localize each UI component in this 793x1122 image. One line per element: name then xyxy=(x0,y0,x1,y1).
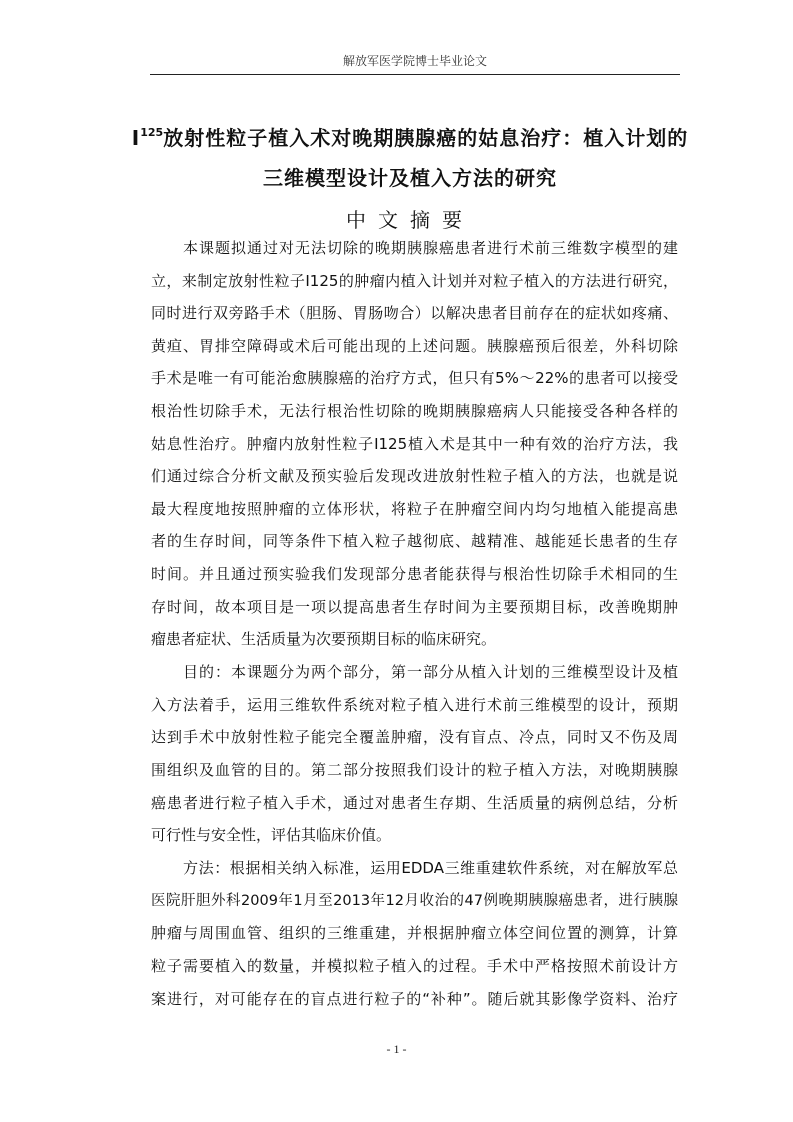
thesis-title-line-2: 三维模型设计及植入方法的研究 xyxy=(263,166,557,190)
body-line: 根治性切除手术，无法行根治性切除的晚期胰腺癌病人只能接受各种各样的 xyxy=(151,402,678,420)
body-line: 目的：本课题分为两个部分，第一部分从植入计划的三维模型设计及植 xyxy=(183,663,678,681)
body-line: 最大程度地按照肿瘤的立体形状，将粒子在肿瘤空间内均匀地植入能提高患 xyxy=(151,500,678,518)
body-line: 们通过综合分析文献及预实验后发现改进放射性粒子植入的方法，也就是说 xyxy=(151,467,678,485)
body-line: 姑息性治疗。肿瘤内放射性粒子I125植入术是其中一种有效的治疗方法，我 xyxy=(151,435,678,453)
body-line: 肿瘤与周围血管、组织的三维重建，并根据肿瘤立体空间位置的测算，计算 xyxy=(151,924,678,942)
body-line: 黄疸、胃排空障碍或术后可能出现的上述问题。胰腺癌预后很差，外科切除 xyxy=(151,337,678,355)
body-line: 案进行，对可能存在的盲点进行粒子的“补种”。随后就其影像学资料、治疗 xyxy=(151,990,678,1008)
body-line: 瘤患者症状、生活质量为次要预期目标的临床研究。 xyxy=(151,630,497,648)
title-isotope-symbol: I xyxy=(131,126,141,150)
page-number: - 1 - xyxy=(386,1042,407,1056)
body-line: 可行性与安全性，评估其临床价值。 xyxy=(151,826,392,844)
body-line: 围组织及血管的目的。第二部分按照我们设计的粒子植入方法，对晚期胰腺 xyxy=(151,761,678,779)
body-line: 粒子需要植入的数量，并模拟粒子植入的过程。手术中严格按照术前设计方 xyxy=(151,957,678,975)
body-line: 存时间，故本项目是一项以提高患者生存时间为主要预期目标，改善晚期肿 xyxy=(151,598,678,616)
body-line: 者的生存时间，同等条件下植入粒子越彻底、越精准、越能延长患者的生存 xyxy=(151,532,678,550)
body-line: 同时进行双旁路手术（胆肠、胃肠吻合）以解决患者目前存在的症状如疼痛、 xyxy=(151,304,678,322)
running-header: 解放军医学院博士毕业论文 xyxy=(342,54,487,68)
abstract-heading: 中文摘要 xyxy=(346,208,474,232)
title-isotope-mass: 125 xyxy=(140,126,164,139)
body-line: 立，来制定放射性粒子I125的肿瘤内植入计划并对粒子植入的方法进行研究， xyxy=(151,272,678,290)
body-line: 本课题拟通过对无法切除的晚期胰腺癌患者进行术前三维数字模型的建 xyxy=(183,239,678,257)
title-line-1-text: 放射性粒子植入术对晚期胰腺癌的姑息治疗：植入计划的 xyxy=(163,126,689,150)
body-line: 手术是唯一有可能治愈胰腺癌的治疗方式，但只有5%～22%的患者可以接受 xyxy=(151,369,678,387)
body-line: 入方法着手，运用三维软件系统对粒子植入进行术前三维模型的设计，预期 xyxy=(151,696,678,714)
body-line: 医院肝胆外科2009年1月至2013年12月收治的47例晚期胰腺癌患者，进行胰腺 xyxy=(151,893,678,909)
body-line: 时间。并且通过预实验我们发现部分患者能获得与根治性切除手术相同的生 xyxy=(151,565,678,583)
body-line: 方法：根据相关纳入标准，运用EDDA三维重建软件系统，对在解放军总 xyxy=(183,859,678,877)
body-line: 癌患者进行粒子植入手术，通过对患者生存期、生活质量的病例总结，分析 xyxy=(151,794,678,812)
body-line: 达到手术中放射性粒子能完全覆盖肿瘤，没有盲点、冷点，同时又不伤及周 xyxy=(151,728,678,746)
